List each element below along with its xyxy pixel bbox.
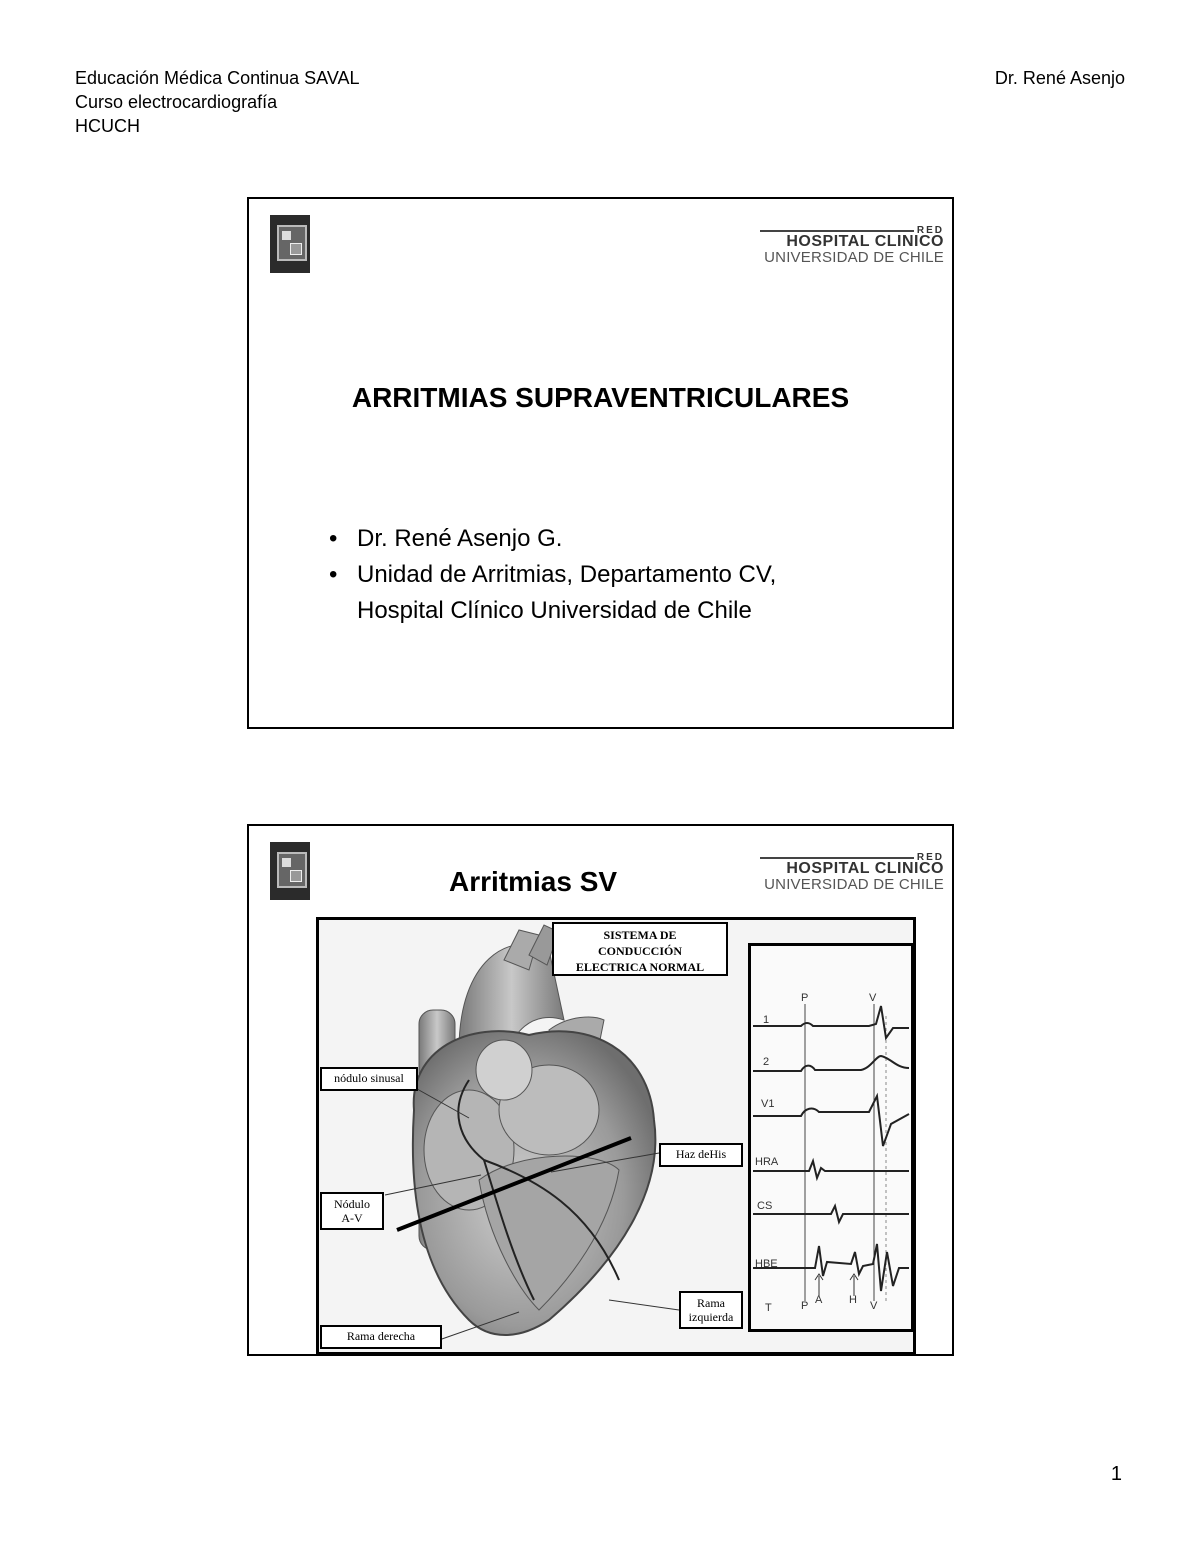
ecg-channel-v1: V1 [761,1098,775,1110]
label-nodulo-sinusal: nódulo sinusal [320,1067,418,1091]
ecg-marker-p-bottom: P [801,1300,809,1312]
logo-hospital: HOSPITAL CLINICO [786,233,944,250]
header-line-3: HCUCH [75,116,140,136]
ecg-channel-cs: CS [757,1200,773,1212]
ecg-marker-v-bottom: V [870,1300,878,1312]
bullet-unit [329,557,776,629]
label-nodulo-av [320,1192,384,1230]
logo-red: RED [916,225,944,236]
ecg-marker-h: H [849,1294,857,1306]
ecg-marker-v-top: V [869,992,877,1004]
slide-1-title: ARRITMIAS SUPRAVENTRICULARES [351,382,850,413]
label-rama-izquierda [679,1291,743,1329]
logo-university: UNIVERSIDAD DE CHILE [764,876,944,893]
page-number: 1 [1110,1463,1122,1485]
logo-red: RED [916,852,944,863]
ecg-channel-1: 1 [763,1014,770,1026]
conduction-system-figure [316,917,916,1355]
hospital-logo [760,225,944,265]
bullet-unit-line-1: Unidad de Arritmias, Departamento CV, [357,561,777,588]
conduction-title-line-3: ELECTRICA NORMAL [575,960,705,974]
ecg-channel-hra: HRA [755,1156,779,1168]
university-crest-icon [270,842,310,900]
ecg-marker-a: A [815,1294,823,1306]
slide-2-title: Arritmias SV [449,866,618,897]
slide-1 [247,197,954,729]
conduction-title-line-2: CONDUCCIÓN [598,944,682,958]
slide-2 [247,824,954,1356]
ecg-channel-hbe: HBE [755,1258,778,1270]
ecg-marker-p-top: P [801,992,809,1004]
label-haz-his: Haz deHis [659,1143,743,1167]
conduction-title-line-1: SISTEMA DE [603,928,677,942]
hospital-logo [760,852,944,892]
ecg-channel-2: 2 [763,1056,770,1068]
university-crest-icon [270,215,310,273]
header-line-1: Educación Médica Continua SAVAL [75,68,360,88]
conduction-system-title [552,922,728,976]
bullet-author: • Dr. René Asenjo G. [329,521,776,557]
label-nodulo-av-line-2: A-V [341,1211,363,1225]
label-nodulo-av-line-1: Nódulo [334,1197,370,1211]
label-rama-izq-line-2: izquierda [688,1310,734,1324]
ecg-channel-t: T [765,1302,772,1314]
intracardiac-ecg-panel [748,943,914,1332]
page-header-right: Dr. René Asenjo [994,68,1125,88]
slide-1-bullets [329,521,776,629]
bullet-unit-line-2: Hospital Clínico Universidad de Chile [357,597,752,624]
label-rama-derecha: Rama derecha [320,1325,442,1349]
label-rama-izq-line-1: Rama [697,1296,725,1310]
header-line-2: Curso electrocardiografía [75,92,278,112]
page-header-left [75,66,360,138]
ecg-tracings [751,946,911,1329]
logo-university: UNIVERSIDAD DE CHILE [764,249,944,266]
logo-hospital: HOSPITAL CLINICO [786,860,944,877]
